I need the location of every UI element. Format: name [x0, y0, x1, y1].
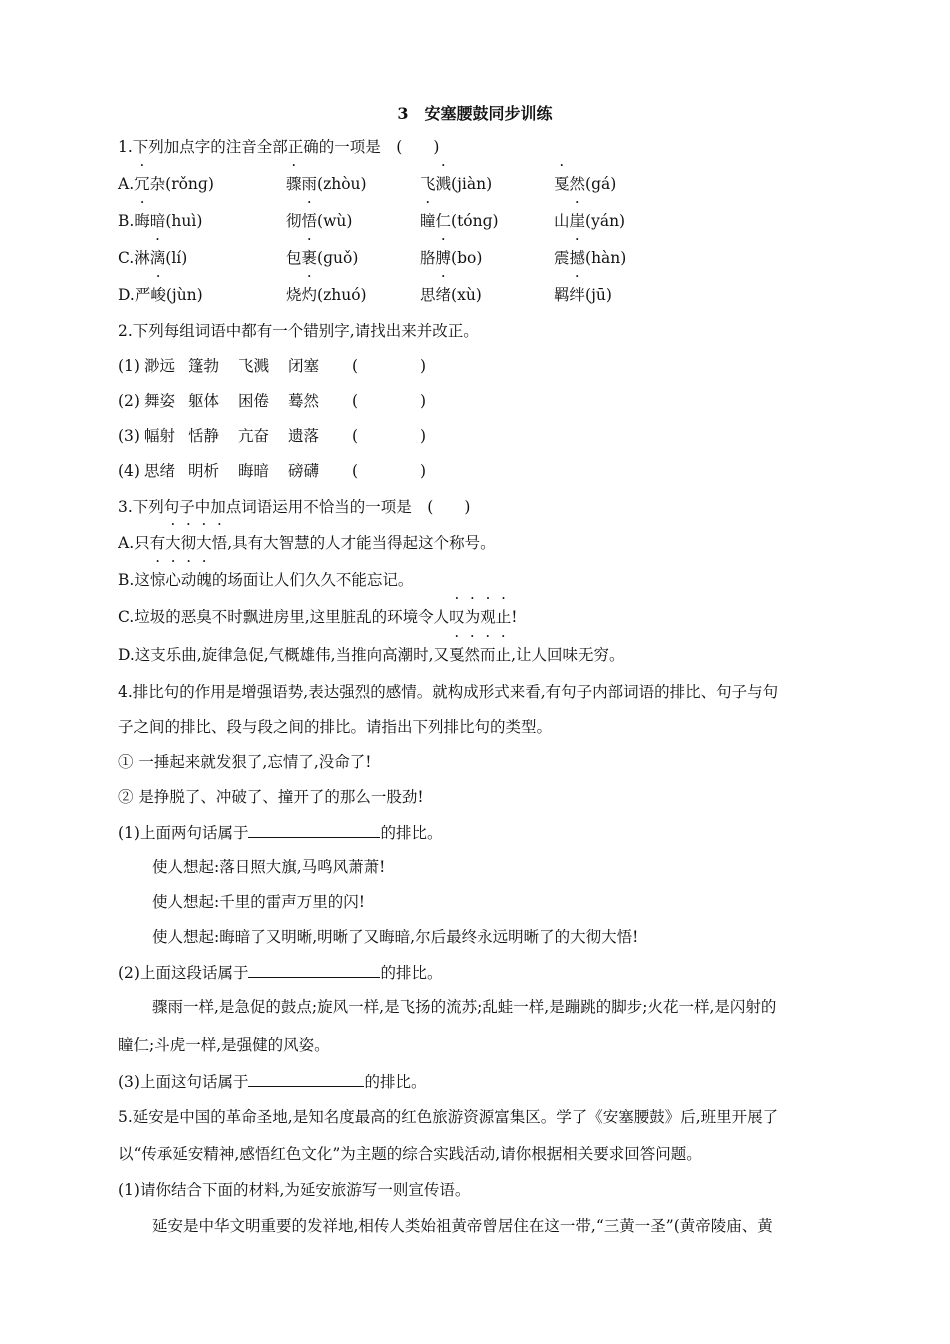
q4-paragraph-line-2: 瞳仁;斗虎一样,是强健的风姿。 — [118, 1036, 330, 1054]
q1-b-item-2: 彻悟(wù) — [286, 212, 353, 230]
q2-word: 蓦然 — [288, 392, 320, 410]
answer-blank[interactable] — [248, 821, 380, 838]
q1-a-item-2: 骤雨(zhòu) — [286, 175, 367, 193]
q2-word: 遗落 — [288, 427, 320, 445]
q1-d-item-1: D.严峻(jùn) — [118, 286, 203, 304]
question-2-stem: 2.下列每组词语中都有一个错别字,请找出来并改正。 — [118, 322, 479, 340]
q2-word: 篷勃 — [188, 357, 220, 375]
answer-paren: ( ) — [352, 427, 427, 445]
page-title: 3 安塞腰鼓同步训练 — [397, 104, 553, 123]
question-5-stem-line-1: 5.延安是中国的革命圣地,是知名度最高的红色旅游资源富集区。学了《安塞腰鼓》后,班里开展了 — [118, 1108, 779, 1126]
q2-word: 飞溅 — [238, 357, 270, 375]
answer-blank[interactable] — [248, 961, 380, 978]
question-1-stem: 1.下列加点字的注音全部正确的一项是 ( ) — [118, 138, 440, 156]
q1-b-item-1: B.晦暗(huì) — [118, 212, 203, 230]
q2-word: 躯体 — [188, 392, 220, 410]
q2-row-4 — [118, 460, 448, 482]
q1-d-item-4: 羁绊(jū) — [554, 286, 612, 304]
q2-row-number: (1) — [118, 357, 140, 375]
q4-sentence-2: ② 是挣脱了、冲破了、撞开了的那么一股劲! — [118, 788, 424, 806]
q2-word: 渺远 — [144, 357, 176, 375]
question-3-stem: 3.下列句子中加点词语运用不恰当的一项是 ( ) — [118, 498, 471, 516]
q1-a-item-1: A.冗杂(rǒnɡ) — [118, 175, 214, 193]
q2-word: 恬静 — [188, 427, 220, 445]
q2-row-2 — [118, 390, 448, 412]
q1-a-item-4: 戛然(gá) — [554, 175, 617, 193]
q3-option-a: A.只有大彻大悟,具有大智慧的人才能当得起这个称号。 — [118, 534, 496, 552]
answer-paren: ( ) — [352, 357, 427, 375]
answer-paren: ( ) — [352, 392, 427, 410]
q2-word: 闭塞 — [288, 357, 320, 375]
q1-a-item-3: 飞溅(jiàn) — [420, 175, 493, 193]
q1-c-item-3: 胳膊(bo) — [420, 249, 483, 267]
answer-paren: ( ) — [352, 462, 427, 480]
q2-word: 磅礴 — [288, 462, 320, 480]
q4-sentence-1: ① 一捶起来就发狠了,忘情了,没命了! — [118, 753, 372, 771]
q2-word: 明析 — [188, 462, 220, 480]
q1-option-b — [118, 210, 818, 232]
q2-row-1 — [118, 355, 448, 377]
q4-paragraph-line-1: 骤雨一样,是急促的鼓点;旋风一样,是飞扬的流苏;乱蛙一样,是蹦跳的脚步;火花一样,是闪射的 — [152, 998, 777, 1016]
q2-word: 思绪 — [144, 462, 176, 480]
q4-part-2: (2)上面这段话属于 的排比。 — [118, 961, 442, 984]
q1-c-item-2: 包裹(ɡuǒ) — [286, 249, 359, 267]
q4-example-1: 使人想起:落日照大旗,马鸣风萧萧! — [152, 858, 386, 876]
question-5-stem-line-2: 以“传承延安精神,感悟红色文化”为主题的综合实践活动,请你根据相关要求回答问题。 — [118, 1145, 702, 1163]
q3-option-c: C.垃圾的恶臭不时飘进房里,这里脏乱的环境令人叹为观止! — [118, 608, 518, 626]
q1-b-item-4: 山崖(yán) — [554, 212, 626, 230]
answer-blank[interactable] — [248, 1070, 364, 1087]
q1-d-item-3: 思绪(xù) — [420, 286, 482, 304]
q1-option-d — [118, 284, 818, 306]
q1-b-item-3: 瞳仁(tónɡ) — [420, 212, 499, 230]
q4-example-3: 使人想起:晦暗了又明晰,明晰了又晦暗,尔后最终永远明晰了的大彻大悟! — [152, 928, 639, 946]
q2-row-number: (2) — [118, 392, 140, 410]
question-4-stem-line-1: 4.排比句的作用是增强语势,表达强烈的感情。就构成形式来看,有句子内部词语的排比、句子与句 — [118, 683, 779, 701]
q1-c-item-4: 震撼(hàn) — [554, 249, 627, 267]
q5-part-1: (1)请你结合下面的材料,为延安旅游写一则宣传语。 — [118, 1181, 471, 1199]
q1-d-item-2: 烧灼(zhuó) — [286, 286, 367, 304]
q1-option-c — [118, 247, 818, 269]
q3-option-b: B.这惊心动魄的场面让人们久久不能忘记。 — [118, 571, 414, 589]
q3-option-d: D.这支乐曲,旋律急促,气概雄伟,当推向高潮时,又戛然而止,让人回味无穷。 — [118, 646, 625, 664]
q2-word: 舞姿 — [144, 392, 176, 410]
q4-part-1: (1)上面两句话属于 的排比。 — [118, 821, 442, 844]
q2-word: 亢奋 — [238, 427, 270, 445]
q2-word: 幅射 — [144, 427, 176, 445]
q2-word: 困倦 — [238, 392, 270, 410]
q2-word: 晦暗 — [238, 462, 270, 480]
q1-c-item-1: C.淋漓(lí) — [118, 249, 188, 267]
q2-row-3 — [118, 425, 448, 447]
q2-row-number: (4) — [118, 462, 140, 480]
q4-part-3: (3)上面这句话属于 的排比。 — [118, 1070, 426, 1093]
q1-option-a — [118, 173, 818, 195]
question-4-stem-line-2: 子之间的排比、段与段之间的排比。请指出下列排比句的类型。 — [118, 718, 553, 736]
q4-example-2: 使人想起:千里的雷声万里的闪! — [152, 893, 365, 911]
q2-row-number: (3) — [118, 427, 140, 445]
q5-material-line-1: 延安是中华文明重要的发祥地,相传人类始祖黄帝曾居住在这一带,“三黄一圣”(黄帝陵庙、黄 — [152, 1217, 773, 1235]
